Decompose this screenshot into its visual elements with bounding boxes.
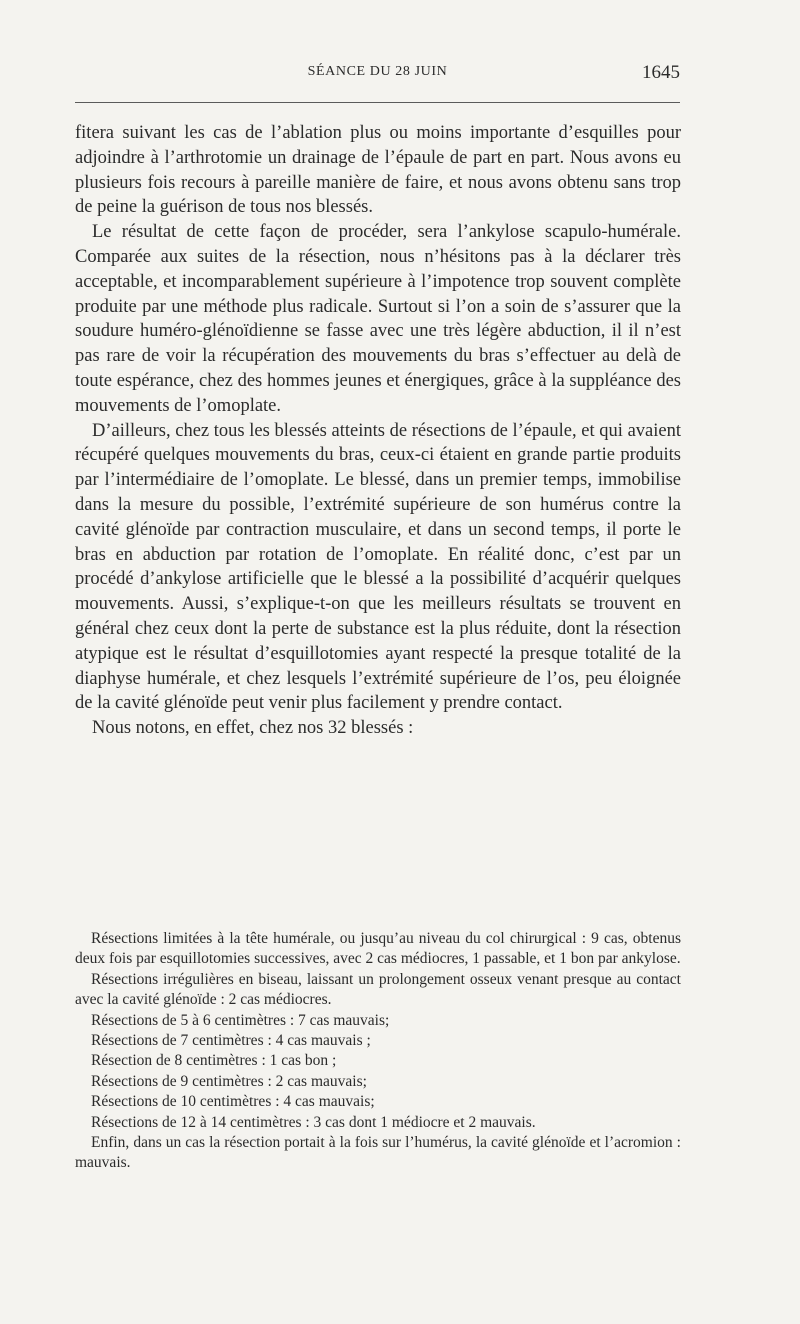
- running-header: [75, 62, 680, 92]
- paragraph: D’ailleurs, chez tous les blessés atteints de résections de l’épaule, et qui avaient récupéré quelques mouvements du bras, ceux-ci étaient en grande partie produits par l’intermédiaire de l’omoplate. Le blessé, dans un premier temps, immobilise dans la mesure du possible, l’extrémité supérieure de son humérus contre la cavité glénoïde par contraction musculaire, et dans un second temps, il porte le bras en abduction par rotation de l’omoplate. En réalité donc, c’est par un procédé d’ankylose artificielle que le blessé a la possibilité d’acquérir quelques mouvements. Aussi, s’explique-t-on que les meilleurs résultats se trouvent en général chez ceux dont la perte de substance est la plus réduite, dont la résection atypique est le résultat d’esquillotomies ayant respecté la presque totalité de la diaphyse humérale, et chez lesquels l’extrémité supérieure de l’os, peu éloignée de la cavité glénoïde peut venir plus facilement y prendre contact.: [75, 420, 681, 714]
- paragraph: fitera suivant les cas de l’ablation plus ou moins importante d’esquilles pour adjoindre à l’arthrotomie un drainage de l’épaule de part en part. Nous avons eu plusieurs fois recours à pareille manière de faire, et nous avons obtenu sans trop de peine la guérison de tous nos blessés.: [75, 123, 681, 218]
- result-item: Résections de 10 centimètres : 4 cas mauvais;: [91, 1093, 375, 1111]
- result-item: Enfin, dans un cas la résection portait à la fois sur l’humérus, la cavité glénoïde et l’acromion : mauvais.: [75, 1134, 681, 1172]
- result-item: Résections de 9 centimètres : 2 cas mauvais;: [91, 1072, 367, 1090]
- result-item: Résections de 5 à 6 centimètres : 7 cas mauvais;: [91, 1011, 390, 1029]
- result-item: Résections limitées à la tête humérale, ou jusqu’au niveau du col chirurgical : 9 cas, obtenus deux fois par esquillotomies successives, avec 2 cas médiocres, 1 passable, et 1 bon par ankylose.: [75, 930, 681, 968]
- header-title: SÉANCE DU 28 JUIN: [307, 64, 448, 79]
- main-text: [75, 121, 681, 741]
- page-number: 1645: [642, 62, 680, 83]
- header-rule: [75, 102, 680, 103]
- paragraph: Nous notons, en effet, chez nos 32 blessés :: [92, 718, 414, 739]
- result-item: Résections irrégulières en biseau, laissant un prolongement osseux venant presque au contact avec la cavité glénoïde : 2 cas médiocres.: [75, 970, 681, 1009]
- results-list: [75, 929, 681, 1174]
- result-item: Résections de 7 centimètres : 4 cas mauvais ;: [91, 1032, 371, 1050]
- result-item: Résection de 8 centimètres : 1 cas bon ;: [91, 1052, 337, 1070]
- paragraph: Le résultat de cette façon de procéder, sera l’ankylose scapulo-humérale. Comparée aux suites de la résection, nous n’hésitons pas à la déclarer très acceptable, et incomparablement supérieure à l’impotence trop souvent complète produite par une méthode plus radicale. Surtout si l’on a soin de s’assurer que la soudure huméro-glénoïdienne se fasse avec une très légère abduction, il il n’est pas rare de voir la récupération des mouvements du bras s’effectuer au delà de toute espérance, chez des hommes jeunes et énergiques, grâce à la suppléance des mouvements de l’omoplate.: [75, 222, 681, 416]
- result-item: Résections de 12 à 14 centimètres : 3 cas dont 1 médiocre et 2 mauvais.: [91, 1113, 536, 1131]
